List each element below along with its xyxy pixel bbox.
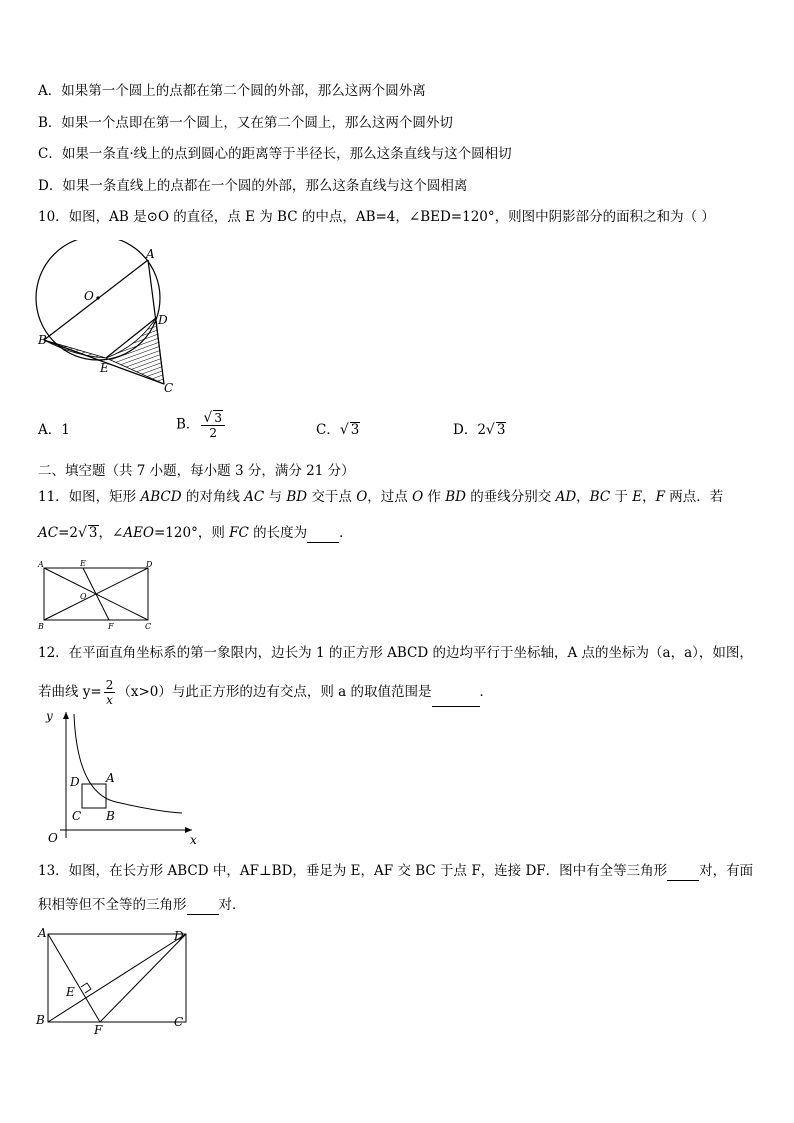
q11-label-d: D [146, 560, 153, 569]
q13-label-d: D [174, 929, 184, 943]
q12-figure [36, 706, 204, 848]
q10-option-b-den: 2 [209, 426, 218, 440]
q13-figure [34, 924, 194, 1036]
q10-option-c-radicand: 3 [350, 422, 360, 438]
q11-math: BD [286, 489, 308, 505]
q10-option-b-prefix: B． [176, 416, 200, 433]
q13-line-1 [38, 861, 753, 881]
sqrt-sign: √ [485, 422, 495, 438]
q13-text: 积相等但不全等的三角形 [38, 897, 187, 913]
q11-text: ， [642, 489, 656, 505]
q13-line-af [48, 934, 100, 1022]
q10-option-c [316, 420, 360, 440]
q11-text: 两点．若 [665, 489, 724, 505]
q11-label-e: E [80, 559, 86, 568]
q11-math: O [356, 489, 368, 505]
q12-answer-blank[interactable] [432, 692, 480, 707]
q10-option-d-radicand: 3 [496, 422, 506, 438]
q11-math: ABCD [140, 489, 182, 505]
q10-label-c: C [164, 381, 174, 395]
q11-line-2 [38, 523, 353, 543]
q13-answer-blank-2[interactable] [187, 900, 219, 915]
q12-label-b: B [106, 809, 115, 823]
q11-math: ∠AEO [112, 525, 154, 541]
q10-option-b-radicand: 3 [214, 411, 222, 425]
q10-option-d [453, 420, 506, 440]
q10-label-e: E [100, 361, 109, 375]
q12-line-1: 12．在平面直角坐标系的第一象限内，边长为 1 的正方形 ABCD 的边均平行于坐标轴，A 点的坐标为（a，a），如图， [38, 645, 753, 661]
q10-option-d-coef: 2 [477, 422, 486, 438]
q11-math: F [655, 489, 665, 505]
q12-curve [74, 714, 182, 813]
q11-math: AC [38, 525, 59, 541]
q11-text: ． [339, 525, 353, 541]
q10-label-b: B [38, 333, 47, 347]
q10-label-d: D [158, 313, 168, 327]
section-2-heading: 二、填空题（共 7 小题，每小题 3 分，满分 21 分） [38, 463, 355, 479]
q10-option-b [176, 410, 227, 440]
q11-text: = [58, 525, 70, 541]
q10-line-ab [44, 260, 148, 340]
q9-option-b: B．如果一个点即在第一个圆上，又在第二个圆上，那么这两个圆外切 [38, 115, 453, 131]
q13-line-2 [38, 895, 246, 915]
q13-text: 对． [218, 897, 246, 913]
q11-label-a: A [38, 560, 44, 569]
q11-label-b: B [38, 622, 44, 631]
q11-figure [34, 558, 158, 634]
q12-label-y: y [46, 709, 53, 723]
q12-label-c: C [72, 809, 82, 823]
q11-coef: 2 [69, 525, 78, 541]
q10-option-a: A．1 [38, 422, 70, 438]
q13-label-b: B [36, 1013, 45, 1027]
q11-text: ， [98, 525, 113, 541]
q11-text: 的对角线 [181, 489, 245, 505]
q11-math: E [632, 489, 643, 505]
q11-text: 与 [264, 489, 287, 505]
q11-line-ef [83, 568, 109, 620]
sqrt-sign: √ [78, 525, 87, 541]
q13-label-e: E [66, 985, 75, 999]
q11-text: ， [576, 489, 590, 505]
q12-label-x: x [190, 833, 197, 847]
q12-text: ． [479, 684, 494, 700]
q11-math: BD [445, 489, 466, 505]
q12-label-a: A [106, 771, 115, 785]
q10-option-b-fraction [201, 410, 225, 440]
q13-text: 对，有面 [699, 863, 754, 879]
q11-math: O [412, 489, 424, 505]
q11-math: BC [589, 489, 611, 505]
q11-text: 的长度为 [248, 525, 308, 541]
q11-text: 作 [423, 489, 446, 505]
q9-option-a: A．如果第一个圆上的点都在第二个圆的外部，那么这两个圆外离 [38, 83, 426, 99]
q11-math: AD [555, 489, 577, 505]
q13-label-f: F [94, 1023, 103, 1036]
q11-text: 的垂线分别交 [465, 489, 556, 505]
q9-option-d: D．如果一条直线上的点都在一个圆的外部，那么这条直线与这个圆相离 [38, 178, 468, 194]
q10-stem: 10．如图，AB 是⊙O 的直径，点 E 为 BC 的中点，AB=4，∠BED=120°，则图中阴影部分的面积之和为（ ） [38, 209, 715, 225]
q13-answer-blank-1[interactable] [667, 866, 699, 881]
q11-line-1 [38, 487, 723, 507]
q13-label-c: C [174, 1015, 184, 1029]
q13-line-df [100, 934, 186, 1022]
q13-text: 13．如图，在长方形 ABCD 中，AF⊥BD，垂足为 E，AF 交 BC 于点 F，连接 DF．图中有全等三角形 [38, 863, 668, 879]
q12-text: （x>0）与此正方形的边有交点，则 a 的取值范围是 [117, 684, 432, 700]
q9-option-c: C．如果一条直·线上的点到圆心的距离等于半径长，那么这条直线与这个圆相切 [38, 146, 512, 162]
q12-fraction [104, 678, 116, 707]
q11-text: 于 [610, 489, 633, 505]
q12-line-2 [38, 678, 493, 707]
q12-y-arrow [63, 712, 69, 719]
sqrt-sign: √ [203, 410, 213, 426]
q11-math: AC [244, 489, 265, 505]
q12-frac-num: 2 [105, 678, 114, 692]
q10-option-d-prefix: D． [453, 422, 478, 438]
q11-label-o: O [80, 592, 87, 601]
q11-math: FC [229, 525, 249, 541]
q11-text: 11．如图，矩形 [38, 489, 141, 505]
sqrt-sign: √ [339, 422, 349, 438]
q13-diagonal-bd [48, 934, 186, 1022]
q11-radicand: 3 [88, 525, 98, 541]
q11-answer-blank[interactable] [307, 528, 339, 543]
q10-label-a: A [146, 247, 155, 261]
q12-label-o: O [48, 831, 58, 845]
q11-label-c: C [145, 622, 152, 631]
q11-text: ，过点 [367, 489, 413, 505]
q11-text: =120°，则 [154, 525, 230, 541]
q10-center-dot [96, 296, 99, 299]
q10-figure [30, 240, 190, 400]
q11-label-f: F [108, 622, 114, 631]
q12-text: 若曲线 y= [38, 684, 102, 700]
q13-label-a: A [38, 926, 47, 940]
q12-frac-den: x [106, 693, 113, 707]
q11-text: 交于点 [307, 489, 357, 505]
q10-option-c-prefix: C． [316, 422, 340, 438]
q12-label-d: D [70, 775, 80, 789]
q10-label-o: O [84, 289, 94, 303]
